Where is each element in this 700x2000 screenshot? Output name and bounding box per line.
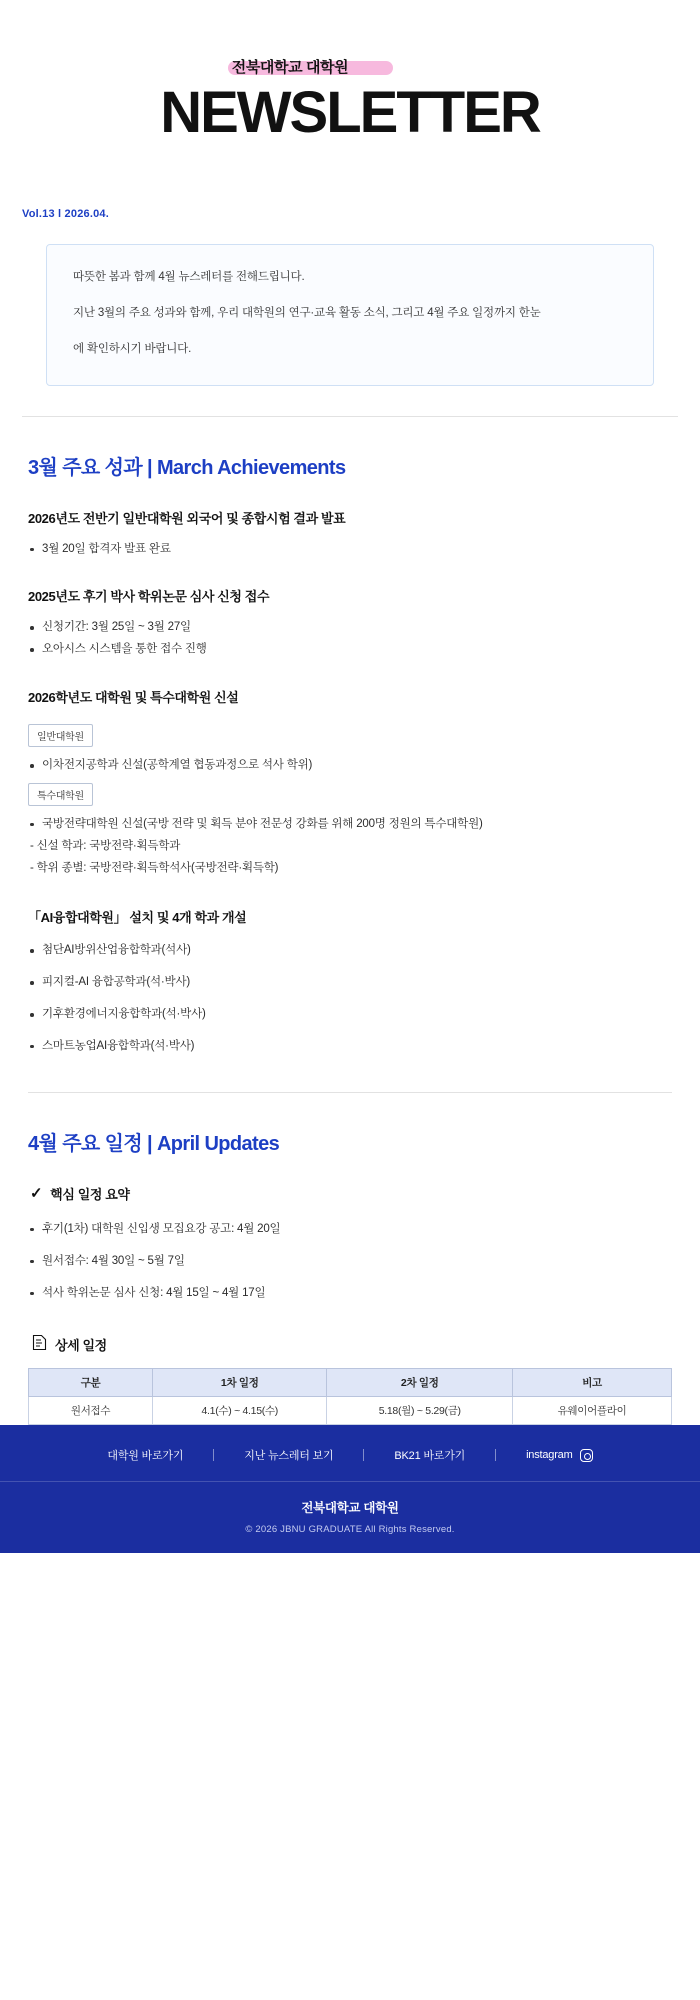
list-item: 스마트농업AI융합학과(석·박사): [28, 1036, 672, 1058]
table-cell: 4.1(수) ~ 4.15(수): [153, 1397, 327, 1425]
list-item: 신청기간: 3월 25일 ~ 3월 27일: [28, 617, 672, 639]
april-section-title: 4월 주요 일정 | April Updates: [28, 1132, 280, 1155]
intro-line-2: 지난 3월의 주요 성과와 함께, 우리 대학원의 연구·교육 활동 소식, 그리고 4월 주요 일정까지 한눈: [73, 306, 541, 319]
table-row: [29, 1397, 672, 1425]
footer-copyright: © 2026 JBNU GRADUATE All Rights Reserved.: [245, 1524, 455, 1536]
intro-line-3: 에 확인하시기 바랍니다.: [73, 342, 192, 355]
march-block-4-list: [28, 940, 672, 1057]
march-section-title: 3월 주요 성과 | March Achievements: [28, 456, 346, 479]
march-block-3: [28, 687, 672, 879]
list-item: 오아시스 시스템을 통한 접수 진행: [28, 639, 672, 661]
march-block-3-plain-1: - 신설 학과: 국방전략·획득학과: [30, 839, 181, 852]
footer: [0, 1425, 700, 1553]
table-header-cell: 비고: [513, 1369, 672, 1397]
march-block-1-heading: 2026년도 전반기 일반대학원 외국어 및 종합시험 결과 발표: [28, 510, 346, 526]
april-summary-list: [28, 1219, 672, 1305]
instagram-icon: [580, 1449, 593, 1462]
april-summary-heading: [30, 1184, 672, 1203]
footer-link-past-newsletters[interactable]: 지난 뉴스레터 보기: [244, 1450, 334, 1463]
march-block-1: [28, 508, 672, 561]
list-item: 석사 학위논문 심사 신청: 4월 15일 ~ 4월 17일: [28, 1283, 672, 1305]
masthead: [0, 0, 700, 145]
footer-link-graduate-school[interactable]: 대학원 바로가기: [107, 1450, 184, 1463]
march-block-3-heading: 2026학년도 대학원 및 특수대학원 신설: [28, 690, 239, 706]
march-block-3-plain-2: - 학위 종별: 국방전략·획득학석사(국방전략·획득학): [30, 861, 279, 874]
brand-line: [224, 55, 357, 78]
list-item: 3월 20일 합격자 발표 완료: [28, 539, 672, 561]
divider-middle: [28, 1092, 672, 1093]
list-item: 첨단AI방위산업융합학과(석사): [28, 940, 672, 962]
footer-links: [0, 1425, 700, 1482]
march-block-2: [28, 586, 672, 661]
footer-organization: 전북대학교 대학원: [301, 1501, 399, 1516]
volume-text: Vol.13 l 2026.04.: [22, 208, 109, 220]
footer-bottom: [0, 1482, 700, 1553]
table-cell: 유웨이어플라이: [513, 1397, 672, 1425]
table-cell: 원서접수: [29, 1397, 153, 1425]
list-item: 국방전략대학원 신설(국방 전략 및 획득 분야 전문성 강화를 위해 200명 정원의 특수대학원): [28, 814, 672, 836]
march-block-3-list-1: [28, 755, 672, 777]
march-block-4-heading: 「AI융합대학원」 설치 및 4개 학과 개설: [28, 910, 247, 926]
tag-general-graduate-school: 일반대학원: [28, 724, 93, 747]
march-block-2-list: [28, 617, 672, 661]
volume-row: [0, 204, 700, 222]
footer-link-instagram-label: instagram: [526, 1449, 573, 1462]
list-item: 후기(1차) 대학원 신입생 모집요강 공고: 4월 20일: [28, 1219, 672, 1241]
march-section: [0, 451, 700, 1554]
page-title: NEWSLETTER: [160, 80, 540, 145]
divider-top: [22, 416, 678, 417]
april-detail-heading: [32, 1334, 672, 1354]
april-detail-heading-label: 상세 일정: [55, 1337, 107, 1353]
march-block-4: [28, 907, 672, 1057]
document-icon: [32, 1334, 47, 1354]
march-block-2-heading: 2025년도 후기 박사 학위논문 심사 신청 접수: [28, 589, 270, 605]
list-item: 원서접수: 4월 30일 ~ 5월 7일: [28, 1251, 672, 1273]
footer-link-instagram[interactable]: [496, 1449, 623, 1462]
table-header-row: [29, 1369, 672, 1397]
list-item: 기후환경에너지융합학과(석·박사): [28, 1004, 672, 1026]
march-block-1-list: [28, 539, 672, 561]
intro-line-1: 따뜻한 봄과 함께 4월 뉴스레터를 전해드립니다.: [73, 271, 305, 283]
brand-korean-label: 전북대학교 대학원: [231, 59, 349, 76]
table-header-cell: 2차 일정: [327, 1369, 513, 1397]
march-block-3-list-2: [28, 814, 672, 836]
table-header-cell: 1차 일정: [153, 1369, 327, 1397]
table-cell: 5.18(월) ~ 5.29(금): [327, 1397, 513, 1425]
footer-link-bk21[interactable]: BK21 바로가기: [394, 1450, 466, 1463]
april-summary-heading-label: 핵심 일정 요약: [50, 1186, 130, 1202]
list-item: 피지컬-AI 융합공학과(석·박사): [28, 972, 672, 994]
list-item: 이차전지공학과 신설(공학계열 협동과정으로 석사 학위): [28, 755, 672, 777]
table-header-cell: 구분: [29, 1369, 153, 1397]
intro-box: [46, 244, 654, 386]
intro-wrapper: [0, 222, 700, 386]
tag-special-graduate-school: 특수대학원: [28, 783, 93, 806]
check-icon: ✓: [30, 1184, 43, 1202]
